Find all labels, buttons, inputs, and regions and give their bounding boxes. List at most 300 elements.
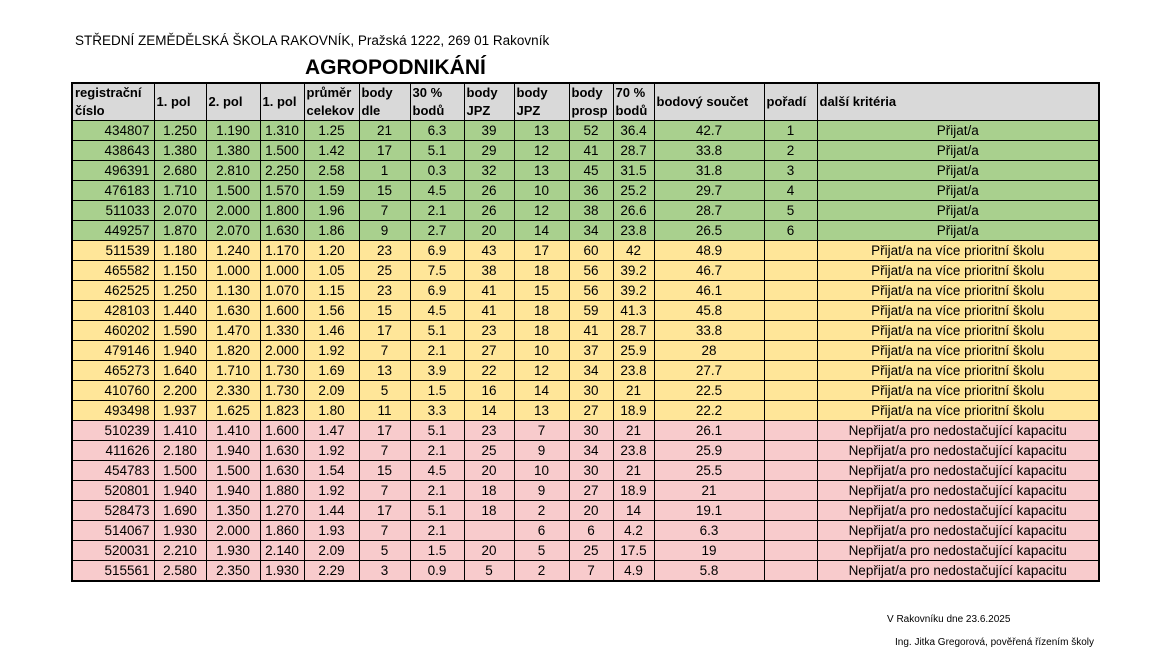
table-row <box>72 121 1099 141</box>
criteria-cell: Přijat/a <box>817 141 1099 161</box>
table-cell: 2.210 <box>154 541 206 561</box>
table-cell: 1.410 <box>154 421 206 441</box>
table-cell: 21 <box>613 461 654 481</box>
criteria-cell: Přijat/a <box>817 161 1099 181</box>
registration-number-cell: 520801 <box>72 481 154 501</box>
table-cell: 5 <box>764 201 817 221</box>
table-cell <box>764 381 817 401</box>
table-row <box>72 561 1099 582</box>
table-cell: 1.600 <box>260 421 304 441</box>
table-cell: 27.7 <box>654 361 764 381</box>
criteria-cell: Přijat/a na více prioritní školu <box>817 301 1099 321</box>
table-cell: 19 <box>654 541 764 561</box>
table-cell: 2.09 <box>304 541 359 561</box>
table-cell: 25.2 <box>613 181 654 201</box>
registration-number-cell: 496391 <box>72 161 154 181</box>
criteria-cell: Nepřijat/a pro nedostačující kapacitu <box>817 541 1099 561</box>
table-cell: 9 <box>514 441 569 461</box>
registration-number-cell: 515561 <box>72 561 154 582</box>
table-cell: 42 <box>613 241 654 261</box>
table-cell: 60 <box>569 241 613 261</box>
table-cell: 31.5 <box>613 161 654 181</box>
registration-number-cell: 520031 <box>72 541 154 561</box>
table-cell: 21 <box>359 121 410 141</box>
criteria-cell: Přijat/a na více prioritní školu <box>817 241 1099 261</box>
table-cell: 1.92 <box>304 341 359 361</box>
table-cell <box>764 461 817 481</box>
table-cell: 18 <box>514 261 569 281</box>
table-cell: 1.350 <box>206 501 260 521</box>
table-cell: 14 <box>514 221 569 241</box>
table-cell: 5 <box>359 541 410 561</box>
column-header: 2. pol <box>206 83 260 121</box>
table-row <box>72 301 1099 321</box>
table-cell: 1.600 <box>260 301 304 321</box>
table-row <box>72 381 1099 401</box>
table-cell: 2.7 <box>410 221 464 241</box>
table-row <box>72 141 1099 161</box>
table-cell: 4.5 <box>410 461 464 481</box>
table-cell: 5 <box>464 561 514 582</box>
table-cell: 1.15 <box>304 281 359 301</box>
table-cell: 30 <box>569 421 613 441</box>
table-cell: 26.1 <box>654 421 764 441</box>
criteria-cell: Přijat/a <box>817 121 1099 141</box>
table-cell: 1.54 <box>304 461 359 481</box>
criteria-cell: Přijat/a <box>817 181 1099 201</box>
column-header: body JPZ <box>464 83 514 121</box>
table-cell: 1.823 <box>260 401 304 421</box>
table-cell: 42.7 <box>654 121 764 141</box>
table-header-row <box>72 83 1099 121</box>
table-cell <box>764 361 817 381</box>
table-cell: 1.170 <box>260 241 304 261</box>
table-cell: 1.940 <box>154 341 206 361</box>
column-header: registrační číslo <box>72 83 154 121</box>
table-cell: 2.1 <box>410 481 464 501</box>
table-cell: 56 <box>569 261 613 281</box>
column-header: 1. pol <box>154 83 206 121</box>
table-cell: 1.92 <box>304 441 359 461</box>
table-cell: 1.190 <box>206 121 260 141</box>
table-cell: 6.3 <box>654 521 764 541</box>
table-cell: 0.3 <box>410 161 464 181</box>
table-row <box>72 481 1099 501</box>
table-cell: 6.9 <box>410 241 464 261</box>
registration-number-cell: 514067 <box>72 521 154 541</box>
table-cell: 59 <box>569 301 613 321</box>
table-cell: 6 <box>569 521 613 541</box>
table-cell: 1.500 <box>206 461 260 481</box>
table-cell: 1.930 <box>260 561 304 582</box>
table-cell: 1.940 <box>206 481 260 501</box>
table-cell: 5.1 <box>410 321 464 341</box>
table-cell: 4.9 <box>613 561 654 582</box>
registration-number-cell: 410760 <box>72 381 154 401</box>
table-cell: 33.8 <box>654 321 764 341</box>
table-cell: 27 <box>464 341 514 361</box>
table-cell: 12 <box>514 141 569 161</box>
table-cell: 52 <box>569 121 613 141</box>
table-row <box>72 441 1099 461</box>
registration-number-cell: 428103 <box>72 301 154 321</box>
table-cell: 15 <box>359 181 410 201</box>
registration-number-cell: 510239 <box>72 421 154 441</box>
table-cell: 25 <box>464 441 514 461</box>
column-header: pořadí <box>764 83 817 121</box>
table-cell: 39.2 <box>613 261 654 281</box>
column-header: 1. pol <box>260 83 304 121</box>
registration-number-cell: 511539 <box>72 241 154 261</box>
table-cell: 2.000 <box>206 521 260 541</box>
table-cell: 41.3 <box>613 301 654 321</box>
table-cell: 14 <box>464 401 514 421</box>
table-cell: 1.000 <box>260 261 304 281</box>
table-cell: 48.9 <box>654 241 764 261</box>
registration-number-cell: 438643 <box>72 141 154 161</box>
table-cell: 2.000 <box>260 341 304 361</box>
criteria-cell: Přijat/a na více prioritní školu <box>817 361 1099 381</box>
column-header: body prosp <box>569 83 613 121</box>
table-cell: 1.80 <box>304 401 359 421</box>
table-cell: 2.29 <box>304 561 359 582</box>
registration-number-cell: 465273 <box>72 361 154 381</box>
table-cell: 23 <box>464 321 514 341</box>
table-cell: 17 <box>359 141 410 161</box>
table-cell: 1.310 <box>260 121 304 141</box>
table-cell: 26 <box>464 181 514 201</box>
table-cell <box>764 481 817 501</box>
table-cell: 9 <box>359 221 410 241</box>
table-cell: 41 <box>464 301 514 321</box>
table-cell: 2 <box>514 501 569 521</box>
table-cell: 1.590 <box>154 321 206 341</box>
table-cell: 10 <box>514 181 569 201</box>
table-cell: 33.8 <box>654 141 764 161</box>
table-cell <box>764 301 817 321</box>
table-cell: 2.09 <box>304 381 359 401</box>
criteria-cell: Přijat/a na více prioritní školu <box>817 401 1099 421</box>
registration-number-cell: 462525 <box>72 281 154 301</box>
table-cell: 1.820 <box>206 341 260 361</box>
registration-number-cell: 479146 <box>72 341 154 361</box>
table-cell: 1.92 <box>304 481 359 501</box>
table-cell: 1.59 <box>304 181 359 201</box>
registration-number-cell: 460202 <box>72 321 154 341</box>
table-row <box>72 221 1099 241</box>
table-row <box>72 461 1099 481</box>
table-cell: 28.7 <box>613 321 654 341</box>
table-cell: 13 <box>359 361 410 381</box>
table-cell: 2.070 <box>206 221 260 241</box>
table-cell: 2.200 <box>154 381 206 401</box>
table-cell: 7 <box>359 521 410 541</box>
table-cell: 1.930 <box>154 521 206 541</box>
table-cell: 46.7 <box>654 261 764 281</box>
table-cell: 14 <box>514 381 569 401</box>
table-cell: 2.680 <box>154 161 206 181</box>
table-cell: 46.1 <box>654 281 764 301</box>
table-cell: 3.3 <box>410 401 464 421</box>
page-title: AGROPODNIKÁNÍ <box>305 56 486 79</box>
table-cell: 45 <box>569 161 613 181</box>
results-table <box>71 82 1100 582</box>
table-cell: 1.47 <box>304 421 359 441</box>
table-cell: 23.8 <box>613 221 654 241</box>
registration-number-cell: 454783 <box>72 461 154 481</box>
table-cell: 1.96 <box>304 201 359 221</box>
table-cell: 1.150 <box>154 261 206 281</box>
criteria-cell: Nepřijat/a pro nedostačující kapacitu <box>817 521 1099 541</box>
table-cell: 1.410 <box>206 421 260 441</box>
table-cell: 25 <box>569 541 613 561</box>
table-cell: 1.500 <box>206 181 260 201</box>
table-cell: 22.5 <box>654 381 764 401</box>
table-cell: 9 <box>514 481 569 501</box>
table-cell: 1.05 <box>304 261 359 281</box>
registration-number-cell: 411626 <box>72 441 154 461</box>
table-cell: 2 <box>514 561 569 582</box>
table-cell: 56 <box>569 281 613 301</box>
table-cell <box>764 321 817 341</box>
table-cell: 1.870 <box>154 221 206 241</box>
registration-number-cell: 465582 <box>72 261 154 281</box>
table-cell: 43 <box>464 241 514 261</box>
table-cell: 2.1 <box>410 441 464 461</box>
table-cell: 22 <box>464 361 514 381</box>
table-cell: 1.937 <box>154 401 206 421</box>
table-cell: 12 <box>514 361 569 381</box>
table-cell: 28.7 <box>654 201 764 221</box>
table-cell: 23 <box>359 241 410 261</box>
table-cell: 1.5 <box>410 541 464 561</box>
table-cell: 28.7 <box>613 141 654 161</box>
table-cell: 1.860 <box>260 521 304 541</box>
registration-number-cell: 476183 <box>72 181 154 201</box>
table-cell: 3 <box>359 561 410 582</box>
table-cell: 13 <box>514 161 569 181</box>
table-cell: 36.4 <box>613 121 654 141</box>
table-cell: 7 <box>569 561 613 582</box>
registration-number-cell: 449257 <box>72 221 154 241</box>
table-cell <box>464 521 514 541</box>
column-header: 30 % bodů <box>410 83 464 121</box>
table-cell: 21 <box>613 381 654 401</box>
table-cell: 1.240 <box>206 241 260 261</box>
table-cell: 23 <box>464 421 514 441</box>
table-row <box>72 401 1099 421</box>
table-cell: 2.810 <box>206 161 260 181</box>
table-cell: 1.940 <box>206 441 260 461</box>
table-row <box>72 421 1099 441</box>
table-cell: 7 <box>359 441 410 461</box>
table-cell <box>764 281 817 301</box>
table-cell: 2.000 <box>206 201 260 221</box>
table-cell: 20 <box>569 501 613 521</box>
table-cell: 1.56 <box>304 301 359 321</box>
registration-number-cell: 511033 <box>72 201 154 221</box>
table-cell: 1.710 <box>154 181 206 201</box>
table-cell: 18.9 <box>613 481 654 501</box>
table-cell: 5.8 <box>654 561 764 582</box>
table-cell: 12 <box>514 201 569 221</box>
table-cell: 1.930 <box>206 541 260 561</box>
table-cell: 17 <box>359 501 410 521</box>
table-cell: 1.130 <box>206 281 260 301</box>
criteria-cell: Nepřijat/a pro nedostačující kapacitu <box>817 421 1099 441</box>
table-row <box>72 321 1099 341</box>
table-cell: 31.8 <box>654 161 764 181</box>
table-cell: 38 <box>464 261 514 281</box>
table-cell: 1.630 <box>260 441 304 461</box>
table-row <box>72 501 1099 521</box>
table-cell: 1.730 <box>260 361 304 381</box>
table-cell: 19.1 <box>654 501 764 521</box>
table-cell: 1.070 <box>260 281 304 301</box>
table-cell: 7.5 <box>410 261 464 281</box>
table-cell: 2.1 <box>410 521 464 541</box>
table-cell: 41 <box>464 281 514 301</box>
table-cell: 1.42 <box>304 141 359 161</box>
table-cell: 20 <box>464 221 514 241</box>
place-date: V Rakovníku dne 23.6.2025 <box>887 614 1011 625</box>
table-cell: 39.2 <box>613 281 654 301</box>
table-cell: 14 <box>613 501 654 521</box>
table-cell: 26.5 <box>654 221 764 241</box>
criteria-cell: Přijat/a <box>817 221 1099 241</box>
column-header: průměr celekov <box>304 83 359 121</box>
table-cell: 41 <box>569 321 613 341</box>
table-cell: 5.1 <box>410 141 464 161</box>
table-cell: 25.5 <box>654 461 764 481</box>
table-cell: 1.880 <box>260 481 304 501</box>
table-cell: 20 <box>464 541 514 561</box>
table-cell: 5.1 <box>410 501 464 521</box>
table-cell: 5 <box>514 541 569 561</box>
table-cell: 1.380 <box>154 141 206 161</box>
table-cell: 1.570 <box>260 181 304 201</box>
table-cell: 41 <box>569 141 613 161</box>
table-cell: 21 <box>613 421 654 441</box>
table-cell: 4.5 <box>410 181 464 201</box>
column-header: body dle <box>359 83 410 121</box>
table-cell: 15 <box>359 301 410 321</box>
table-cell: 3.9 <box>410 361 464 381</box>
table-cell <box>764 421 817 441</box>
table-cell: 34 <box>569 441 613 461</box>
criteria-cell: Nepřijat/a pro nedostačující kapacitu <box>817 561 1099 582</box>
table-cell: 1.470 <box>206 321 260 341</box>
criteria-cell: Přijat/a na více prioritní školu <box>817 381 1099 401</box>
table-cell: 29.7 <box>654 181 764 201</box>
table-cell: 2.330 <box>206 381 260 401</box>
table-cell: 10 <box>514 461 569 481</box>
table-cell: 1.630 <box>260 221 304 241</box>
criteria-cell: Přijat/a na více prioritní školu <box>817 261 1099 281</box>
table-cell: 23.8 <box>613 441 654 461</box>
table-cell: 16 <box>464 381 514 401</box>
table-cell: 1.625 <box>206 401 260 421</box>
table-cell: 7 <box>514 421 569 441</box>
table-row <box>72 261 1099 281</box>
table-cell: 2 <box>764 141 817 161</box>
registration-number-cell: 528473 <box>72 501 154 521</box>
criteria-cell: Nepřijat/a pro nedostačující kapacitu <box>817 441 1099 461</box>
table-cell: 2.350 <box>206 561 260 582</box>
table-cell: 1.270 <box>260 501 304 521</box>
table-cell: 1.440 <box>154 301 206 321</box>
table-cell: 17 <box>359 421 410 441</box>
table-cell: 1.630 <box>206 301 260 321</box>
table-cell: 1.180 <box>154 241 206 261</box>
table-cell: 2.140 <box>260 541 304 561</box>
table-cell: 18.9 <box>613 401 654 421</box>
table-cell: 1.86 <box>304 221 359 241</box>
table-cell: 1.640 <box>154 361 206 381</box>
table-cell: 2.070 <box>154 201 206 221</box>
table-cell: 15 <box>514 281 569 301</box>
column-header: další kritéria <box>817 83 1099 121</box>
table-cell: 1.20 <box>304 241 359 261</box>
table-cell: 30 <box>569 381 613 401</box>
table-cell: 1.710 <box>206 361 260 381</box>
table-cell: 45.8 <box>654 301 764 321</box>
table-cell: 11 <box>359 401 410 421</box>
table-cell: 27 <box>569 401 613 421</box>
table-cell: 29 <box>464 141 514 161</box>
table-cell: 18 <box>464 501 514 521</box>
table-row <box>72 201 1099 221</box>
table-cell <box>764 561 817 582</box>
table-row <box>72 521 1099 541</box>
table-body <box>72 121 1099 582</box>
column-header: bodový součet <box>654 83 764 121</box>
table-cell <box>764 521 817 541</box>
table-cell: 34 <box>569 221 613 241</box>
table-cell: 1.5 <box>410 381 464 401</box>
table-cell: 15 <box>359 461 410 481</box>
school-name: STŘEDNÍ ZEMĚDĚLSKÁ ŠKOLA RAKOVNÍK, Pražská 1222, 269 01 Rakovník <box>75 33 550 48</box>
table-cell: 1.250 <box>154 281 206 301</box>
table-cell: 13 <box>514 121 569 141</box>
signature: Ing. Jitka Gregorová, pověřená řízením školy <box>895 637 1094 648</box>
table-cell: 18 <box>514 321 569 341</box>
table-cell: 3 <box>764 161 817 181</box>
table-row <box>72 161 1099 181</box>
table-cell: 2.580 <box>154 561 206 582</box>
table-cell: 39 <box>464 121 514 141</box>
table-cell <box>764 241 817 261</box>
table-cell: 1.69 <box>304 361 359 381</box>
table-cell: 36 <box>569 181 613 201</box>
table-cell: 2.180 <box>154 441 206 461</box>
table-cell: 23 <box>359 281 410 301</box>
table-row <box>72 241 1099 261</box>
table-cell: 18 <box>464 481 514 501</box>
table-cell: 1.500 <box>154 461 206 481</box>
table-cell: 23.8 <box>613 361 654 381</box>
registration-number-cell: 434807 <box>72 121 154 141</box>
table-cell: 22.2 <box>654 401 764 421</box>
table-cell: 1.690 <box>154 501 206 521</box>
table-cell: 2.1 <box>410 341 464 361</box>
criteria-cell: Přijat/a na více prioritní školu <box>817 321 1099 341</box>
table-cell: 26.6 <box>613 201 654 221</box>
table-cell: 7 <box>359 481 410 501</box>
criteria-cell: Nepřijat/a pro nedostačující kapacitu <box>817 501 1099 521</box>
criteria-cell: Přijat/a <box>817 201 1099 221</box>
table-cell: 1.380 <box>206 141 260 161</box>
